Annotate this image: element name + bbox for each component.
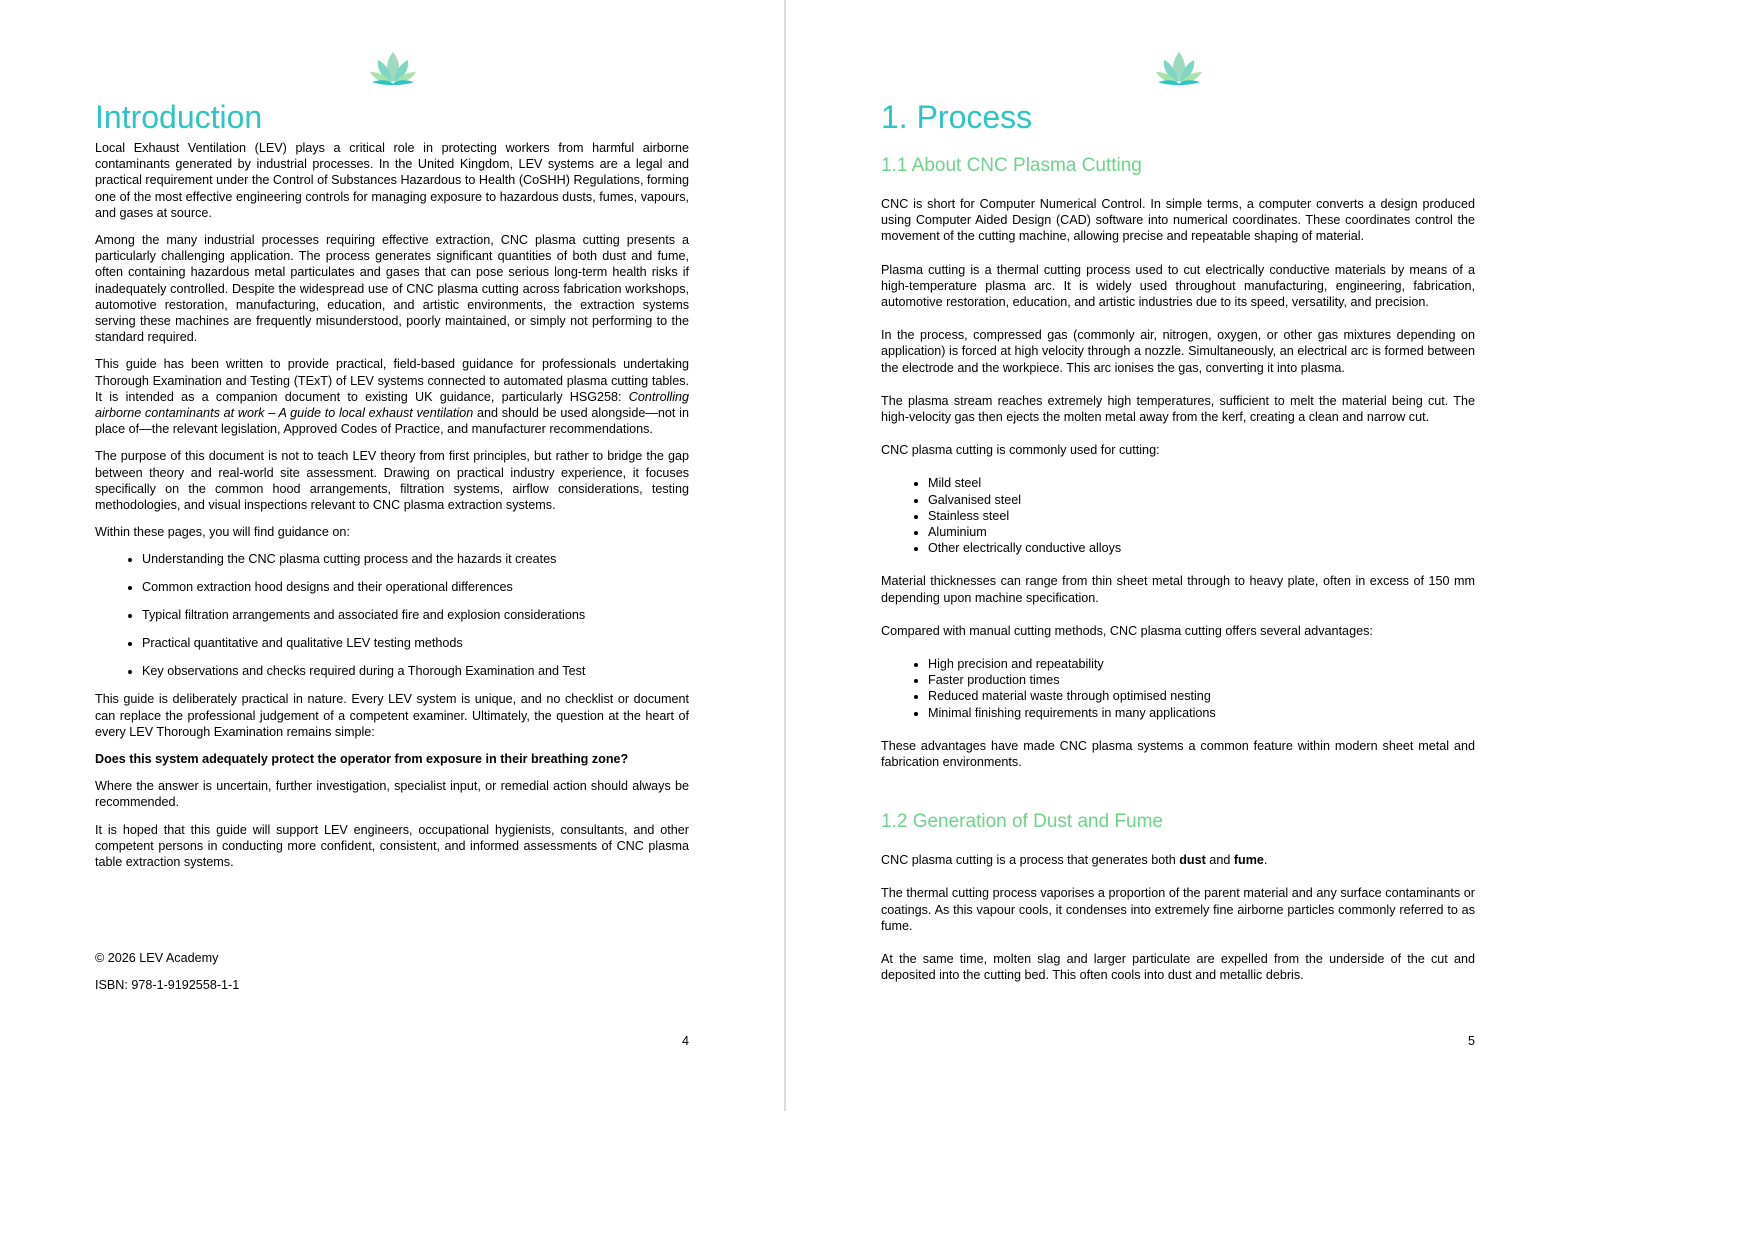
list-item: • Aluminium bbox=[928, 524, 1475, 540]
paragraph: This guide is deliberately practical in nature. Every LEV system is unique, and no checklist or document can replace the professional judgement of a competent examiner. Ultimately, the question at the heart of every LEV Thorough Examination remains simple: bbox=[95, 692, 689, 739]
section-heading: 1.1 About CNC Plasma Cutting bbox=[881, 155, 1142, 176]
page-number: 4 bbox=[682, 1034, 690, 1048]
paragraph-text: and bbox=[1205, 853, 1234, 868]
paragraph: Among the many industrial processes requiring effective extraction, CNC plasma cutting presents a particularly challenging application. The process generates significant quantities of both dust and fume, often containing hazardous metal particulates and gases that can pose serious long-term health risks if inadequately controlled. Despite the widespread use of CNC plasma cutting across fabrication workshops, automotive restoration, manufacturing, education, and artistic environments, the extraction systems serving these machines are frequently misunderstood, poorly maintained, or simply not performing to the standard required. bbox=[95, 233, 689, 345]
page-number: 5 bbox=[1468, 1034, 1476, 1048]
materials-list bbox=[881, 475, 1475, 556]
list-item: • Stainless steel bbox=[928, 508, 1475, 524]
hsg258-title: Controlling airborne contaminants at work – A guide to local exhaust ventilation bbox=[95, 389, 689, 421]
copyright: © 2026 LEV Academy bbox=[95, 951, 219, 965]
paragraph: It is hoped that this guide will support LEV engineers, occupational hygienists, consultants, and other competent persons in conducting more confident, consistent, and informed assessments of CNC plasma table extraction systems. bbox=[95, 822, 689, 870]
paragraph-text: . bbox=[1263, 853, 1268, 868]
paragraph-text: This guide has been written to provide practical, field-based guidance for professionals undertaking Thorough Examination and Testing (TExT) of LEV systems connected to automated plasma cutting tables. It is intended as a companion document to existing UK guidance, particularly HSG258: bbox=[95, 357, 689, 404]
paragraph: Material thicknesses can range from thin sheet metal through to heavy plate, often in excess of 150 mm depending upon machine specification. bbox=[881, 574, 1475, 605]
paragraph: CNC is short for Computer Numerical Control. In simple terms, a computer converts a design produced using Computer Aided Design (CAD) software into numerical coordinates. These coordinates control the movement of the cutting machine, allowing precise and repeatable shaping of material. bbox=[881, 197, 1475, 244]
advantages-list bbox=[881, 656, 1475, 721]
paragraph: Local Exhaust Ventilation (LEV) plays a critical role in protecting workers from harmful airborne contaminants generated by industrial processes. In the United Kingdom, LEV systems are a legal and practical requirement under the Control of Substances Hazardous to Health (CoSHH) Regulations, forming one of the most effective engineering controls for managing exposure to hazardous dusts, fumes, vapours, and gases at source. bbox=[95, 141, 689, 220]
lotus-logo-icon bbox=[1154, 46, 1204, 86]
list-item: • Understanding the CNC plasma cutting process and the hazards it creates bbox=[142, 551, 689, 567]
lotus-logo-icon bbox=[368, 46, 418, 86]
list-item: • Key observations and checks required during a Thorough Examination and Test bbox=[142, 663, 689, 679]
paragraph: Where the answer is uncertain, further investigation, specialist input, or remedial action should always be recommended. bbox=[95, 779, 689, 810]
paragraph: These advantages have made CNC plasma systems a common feature within modern sheet metal and fabrication environments. bbox=[881, 738, 1475, 770]
guidance-list bbox=[95, 551, 689, 679]
paragraph bbox=[95, 356, 689, 437]
bold-term: dust bbox=[1179, 853, 1206, 868]
list-item: • Minimal finishing requirements in many applications bbox=[928, 705, 1475, 721]
list-item: • Reduced material waste through optimised nesting bbox=[928, 688, 1475, 704]
page-5 bbox=[786, 0, 1568, 1111]
list-item: • High precision and repeatability bbox=[928, 656, 1475, 672]
list-item: • Galvanised steel bbox=[928, 492, 1475, 508]
page-title: Introduction bbox=[95, 99, 263, 135]
list-item: • Mild steel bbox=[928, 475, 1475, 491]
paragraph-text: CNC plasma cutting is a process that generates both bbox=[881, 853, 1180, 868]
paragraph: Compared with manual cutting methods, CNC plasma cutting offers several advantages: bbox=[881, 623, 1373, 638]
paragraph: Plasma cutting is a thermal cutting process used to cut electrically conductive materials by means of a high-temperature plasma arc. It is widely used throughout manufacturing, engineering, fabrication, automotive restoration, education, and artistic industries due to its speed, versatility, and precision. bbox=[881, 262, 1475, 310]
paragraph: The purpose of this document is not to teach LEV theory from first principles, but rather to bridge the gap between theory and real-world site assessment. Drawing on practical industry experience, it focuses specifically on the common hood arrangements, filtration systems, airflow considerations, testing methodologies, and visual inspections relevant to CNC plasma extraction systems. bbox=[95, 449, 689, 513]
paragraph: The plasma stream reaches extremely high temperatures, sufficient to melt the material being cut. The high-velocity gas then ejects the molten metal away from the kerf, creating a clean and narrow cut. bbox=[881, 393, 1475, 425]
isbn: ISBN: 978-1-9192558-1-1 bbox=[95, 978, 240, 992]
paragraph: CNC plasma cutting is commonly used for cutting: bbox=[881, 443, 1160, 458]
page-4-content bbox=[95, 98, 689, 881]
paragraph-text: and should be used alongside—not in place of—the relevant legislation, Approved Codes of Practice, and manufacturer recommendations. bbox=[95, 406, 689, 437]
section-heading: 1.2 Generation of Dust and Fume bbox=[881, 811, 1163, 833]
paragraph: Within these pages, you will find guidance on: bbox=[95, 525, 350, 540]
list-item: • Other electrically conductive alloys bbox=[928, 540, 1475, 556]
page-title: 1. Process bbox=[881, 99, 1033, 135]
paragraph: The thermal cutting process vaporises a proportion of the parent material and any surface contaminants or coatings. As this vapour cools, it condenses into extremely fine airborne particles commonly referred to as fume. bbox=[881, 886, 1475, 933]
bold-term: fume bbox=[1233, 853, 1264, 868]
paragraph: At the same time, molten slag and larger particulate are expelled from the underside of the cut and deposited into the cutting bed. This often cools into dust and metallic debris. bbox=[881, 952, 1475, 983]
list-item: • Faster production times bbox=[928, 672, 1475, 688]
list-item: • Common extraction hood designs and their operational differences bbox=[142, 579, 689, 595]
page-4 bbox=[0, 0, 783, 1111]
paragraph bbox=[881, 852, 1475, 868]
page-5-content bbox=[881, 98, 1475, 1001]
list-item: • Practical quantitative and qualitative LEV testing methods bbox=[142, 635, 689, 651]
paragraph: In the process, compressed gas (commonly air, nitrogen, oxygen, or other gas mixtures depending on application) is forced at high velocity through a nozzle. Simultaneously, an electrical arc is formed between the electrode and the workpiece. This arc ionises the gas, converting it into plasma. bbox=[881, 328, 1475, 375]
list-item: • Typical filtration arrangements and associated fire and explosion considerations bbox=[142, 607, 689, 623]
key-question: Does this system adequately protect the operator from exposure in their breathing zone? bbox=[95, 752, 629, 767]
